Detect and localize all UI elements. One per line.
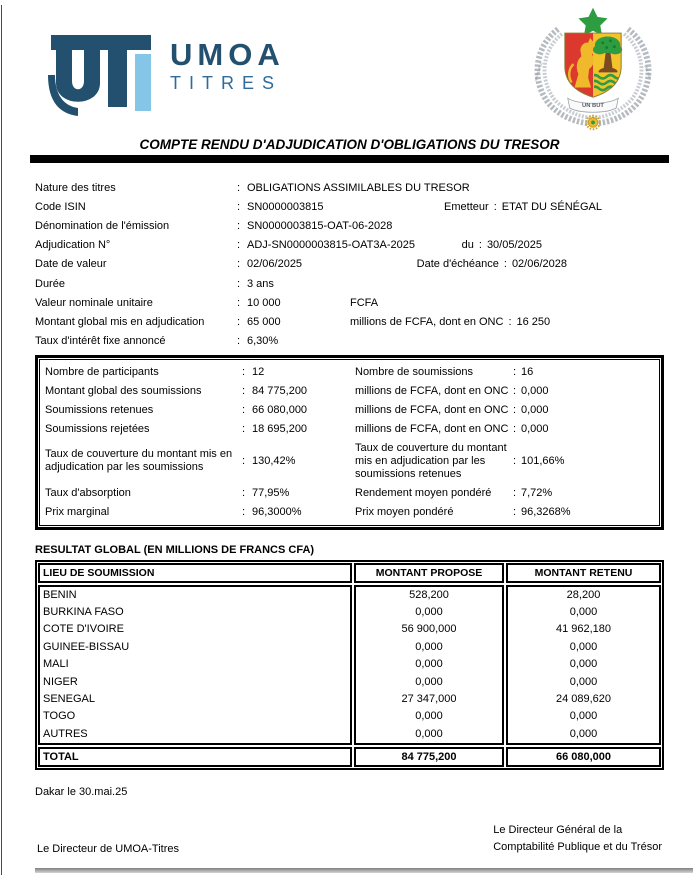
colon-separator	[242, 385, 252, 398]
table-cell: NIGER	[43, 675, 78, 688]
stats-row-participants	[40, 363, 659, 382]
signature-left: Le Directeur de UMOA-Titres	[37, 843, 180, 856]
field-label: Valeur nominale unitaire	[35, 296, 153, 309]
field-label: Dénomination de l'émission	[35, 219, 170, 232]
stats-row-taux-absorption	[40, 484, 659, 503]
signature-block	[37, 822, 662, 855]
field-value: 18 695,200	[252, 422, 308, 435]
colon-separator	[237, 277, 247, 291]
field-label: Taux de couverture du montant mis en adjudication par les soumissions	[45, 448, 233, 474]
field-value: 65 000	[247, 315, 281, 328]
table-cell: 0,000	[569, 640, 598, 653]
document-header	[48, 5, 661, 136]
field-value: 16	[521, 365, 534, 378]
field-value: 0,000	[521, 403, 549, 416]
date-place: Dakar le 30.mai.25	[35, 786, 128, 799]
table-cell: GUINEE-BISSAU	[43, 640, 130, 653]
stats-row-montant-soumissions	[40, 382, 659, 401]
info-row-adjudication	[35, 236, 664, 255]
colon-separator	[242, 506, 252, 519]
motto-center-text: UN BUT	[582, 102, 604, 109]
table-cell: 0,000	[569, 658, 598, 671]
field-label: Durée	[35, 277, 65, 290]
brand-name: UMOA	[170, 37, 285, 72]
total-label: TOTAL	[38, 747, 352, 767]
field-label: Prix marginal	[45, 505, 110, 518]
medal-pendant	[586, 116, 600, 130]
colon-separator	[242, 404, 252, 417]
field-value: 30/05/2025	[486, 239, 542, 252]
stats-row-soumissions-retenues	[40, 401, 659, 420]
field-right-group	[462, 238, 664, 252]
brand-wordmark	[170, 39, 285, 123]
field-label: Taux d'intérêt fixe annoncé	[35, 335, 166, 348]
info-row-nature	[35, 178, 664, 197]
field-value: ETAT DU SÉNÉGAL	[501, 200, 602, 213]
page-bottom-bar	[35, 868, 693, 873]
table-cell: 56 900,000	[401, 623, 457, 636]
table-cell: AUTRES	[43, 727, 88, 740]
field-label: Montant global mis en adjudication	[35, 315, 205, 328]
field-unit: FCFA	[350, 296, 379, 309]
table-cell: 0,000	[415, 606, 443, 619]
results-table-grid	[38, 563, 661, 768]
table-cell: 528,200	[409, 588, 449, 601]
field-label: Soumissions retenues	[45, 403, 154, 416]
motto-left-text: UN PEUPLE	[533, 61, 544, 82]
field-label: Taux de couverture du montant mis en adjudication par les soumissions retenues	[355, 441, 507, 480]
info-row-denomination	[35, 216, 664, 235]
field-label: millions de FCFA, dont en ONC	[355, 422, 509, 435]
field-value: 101,66%	[521, 454, 565, 467]
page	[0, 5, 699, 875]
info-row-code-isin	[35, 197, 664, 216]
total-retenu: 66 080,000	[506, 747, 661, 767]
info-row-montant-global	[35, 312, 664, 331]
colon-separator	[237, 238, 247, 252]
table-cell: 0,000	[569, 606, 598, 619]
colon-separator	[237, 219, 247, 233]
bond-details-section	[35, 178, 664, 351]
field-value: 7,72%	[521, 486, 553, 499]
signature-right-line1: Le Directeur Général de la	[493, 824, 623, 837]
green-star-icon	[578, 8, 607, 36]
table-cell: 27 347,000	[401, 693, 457, 706]
table-cell: 28,200	[566, 588, 601, 601]
table-cell: 0,000	[569, 710, 598, 723]
table-cell: 41 962,180	[555, 623, 612, 636]
field-value: 0,000	[521, 422, 549, 435]
field-label: Nombre de soumissions	[355, 365, 473, 378]
table-cell: MALI	[43, 658, 69, 671]
auction-results-box-inner	[39, 359, 660, 526]
field-value: 02/06/2025	[247, 258, 303, 271]
colon-separator	[242, 487, 252, 500]
table-column-propose	[354, 585, 504, 746]
table-column-lieu	[38, 585, 352, 746]
field-value: 84 775,200	[252, 384, 308, 397]
field-value: 66 080,000	[252, 403, 308, 416]
signature-right-line2: Comptabilité Publique et du Trésor	[493, 840, 662, 853]
field-value: 96,3268%	[521, 505, 571, 518]
field-label: Prix moyen pondéré	[355, 505, 454, 518]
motto-right-text: UNE FOI	[643, 64, 652, 79]
field-value: 02/06/2028	[511, 258, 567, 271]
table-cell: 0,000	[415, 675, 443, 688]
field-value: 3 ans	[247, 277, 274, 290]
colon-separator	[242, 455, 252, 468]
colon-separator	[237, 315, 247, 329]
title-divider-bar	[30, 155, 669, 163]
field-label: Code ISIN	[35, 200, 86, 213]
table-cell: 0,000	[415, 710, 443, 723]
info-row-valeur-nominale	[35, 293, 664, 312]
table-cell: 0,000	[415, 727, 443, 740]
colon-separator	[237, 334, 247, 348]
column-header-propose: MONTANT PROPOSE	[354, 563, 504, 583]
brand-subname: TITRES	[170, 73, 283, 93]
stats-row-taux-couverture	[40, 439, 659, 484]
field-value: SN0000003815-OAT-06-2028	[247, 219, 393, 232]
umoa-titres-monogram-icon	[48, 25, 156, 123]
table-cell: 24 089,620	[555, 693, 612, 706]
table-column-retenu	[506, 585, 661, 746]
colon-separator	[242, 366, 252, 379]
colon-separator	[499, 257, 512, 271]
info-row-date-valeur	[35, 255, 664, 274]
field-value: 96,3000%	[252, 505, 302, 518]
stats-row-prix-marginal	[40, 503, 659, 522]
field-value: 6,30%	[247, 335, 279, 348]
colon-separator	[237, 181, 247, 195]
table-cell: SENEGAL	[43, 693, 95, 706]
field-label: millions de FCFA, dont en ONC	[355, 384, 509, 397]
colon-separator	[503, 315, 516, 329]
info-row-taux-interet	[35, 332, 664, 351]
field-value: 16 250	[516, 315, 551, 328]
field-value: SN0000003815	[247, 200, 324, 213]
field-value: 0,000	[521, 384, 549, 397]
stats-row-soumissions-rejetees	[40, 420, 659, 439]
field-label: Nombre de participants	[45, 365, 159, 378]
field-label: Date de valeur	[35, 258, 107, 271]
colon-separator	[237, 257, 247, 271]
field-value: ADJ-SN0000003815-OAT3A-2025	[247, 239, 415, 252]
column-header-lieu: LIEU DE SOUMISSION	[38, 563, 352, 583]
field-label: Emetteur	[444, 200, 489, 213]
table-cell: 0,000	[569, 727, 598, 740]
field-unit: millions de FCFA, dont en ONC	[350, 315, 504, 328]
field-value: 12	[252, 365, 265, 378]
column-header-retenu: MONTANT RETENU	[506, 563, 661, 583]
colon-separator	[242, 423, 252, 436]
colon-separator	[489, 200, 502, 214]
field-label: Taux d'absorption	[45, 486, 131, 499]
results-table	[35, 560, 664, 771]
colon-separator	[237, 200, 247, 214]
field-right-group	[417, 257, 664, 271]
umoa-titres-logo	[48, 25, 285, 123]
page-edge-line	[1, 5, 2, 875]
field-label: Rendement moyen pondéré	[355, 486, 492, 499]
document-title: COMPTE RENDU D'ADJUDICATION D'OBLIGATIONS DU TRESOR	[139, 137, 560, 152]
table-cell: 0,000	[415, 640, 443, 653]
field-label: Soumissions rejetées	[45, 422, 150, 435]
info-row-duree	[35, 274, 664, 293]
table-cell: TOGO	[43, 710, 76, 723]
colon-separator	[237, 296, 247, 310]
field-label: Adjudication N°	[35, 239, 111, 252]
auction-results-box	[35, 355, 664, 530]
table-cell: COTE D'IVOIRE	[43, 623, 124, 636]
field-label: Montant global des soumissions	[45, 384, 202, 397]
table-cell: 0,000	[415, 658, 443, 671]
table-cell: 0,000	[569, 675, 598, 688]
total-propose: 84 775,200	[354, 747, 504, 767]
table-cell: BURKINA FASO	[43, 606, 124, 619]
colon-separator	[474, 238, 487, 252]
field-label: du	[461, 239, 474, 252]
signature-right	[493, 822, 662, 855]
field-value: OBLIGATIONS ASSIMILABLES DU TRESOR	[247, 181, 470, 194]
field-label: millions de FCFA, dont en ONC	[355, 403, 509, 416]
results-heading: RESULTAT GLOBAL (EN MILLIONS DE FRANCS CFA)	[35, 543, 315, 556]
field-value: 10 000	[247, 296, 281, 309]
table-cell: BENIN	[43, 588, 77, 601]
field-label: Date d'échéance	[416, 258, 499, 271]
field-value: 130,42%	[252, 454, 296, 467]
senegal-coat-of-arms-icon	[525, 5, 661, 133]
field-value: 77,95%	[252, 486, 290, 499]
field-right-group	[444, 200, 664, 214]
field-label: Nature des titres	[35, 181, 116, 194]
